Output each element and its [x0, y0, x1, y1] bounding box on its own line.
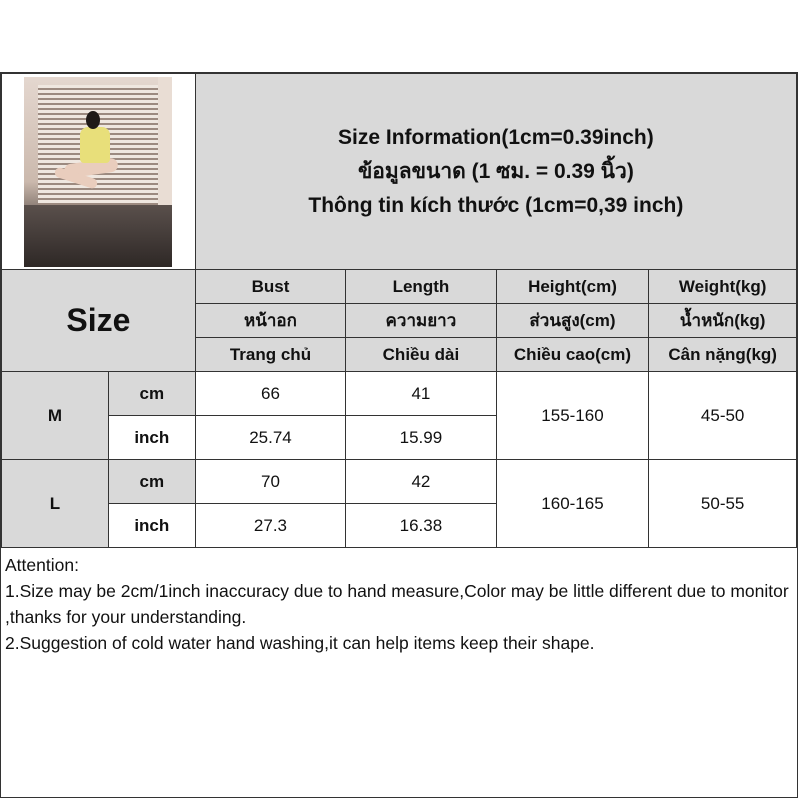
title-th: ข้อมูลขนาด (1 ซม. = 0.39 นิ้ว): [357, 159, 634, 183]
size-heading: Size: [66, 302, 131, 338]
header-length-th: ความยาว: [346, 304, 496, 338]
attention-notes: [5, 552, 795, 656]
size-m-bust-inch: 25.74: [195, 416, 345, 460]
size-l-bust-inch: 27.3: [195, 504, 345, 548]
size-m-bust-cm: 66: [195, 372, 345, 416]
header-height-vi: Chiều cao(cm): [496, 338, 649, 372]
size-l-length-cm: 42: [346, 460, 496, 504]
header-height-en: Height(cm): [496, 270, 649, 304]
header-bust-th: หน้าอก: [195, 304, 345, 338]
header-length-vi: Chiều dài: [346, 338, 496, 372]
size-l-unit-cm: cm: [108, 460, 195, 504]
product-photo: [24, 77, 172, 267]
header-length-en: Length: [346, 270, 496, 304]
header-weight-th: น้ำหนัก(kg): [649, 304, 797, 338]
size-l-bust-cm: 70: [195, 460, 345, 504]
size-l-height: 160-165: [496, 460, 649, 548]
size-l-label: L: [2, 460, 109, 548]
header-bust-vi: Trang chủ: [195, 338, 345, 372]
title-en: Size Information(1cm=0.39inch): [338, 125, 654, 149]
notes-line-2: 2.Suggestion of cold water hand washing,it can help items keep their shape.: [5, 633, 595, 653]
size-l-weight: 50-55: [649, 460, 797, 548]
size-m-length-cm: 41: [346, 372, 496, 416]
size-heading-cell: [2, 270, 196, 372]
size-m-length-inch: 15.99: [346, 416, 496, 460]
size-m-label: M: [2, 372, 109, 460]
size-chart-sheet: [0, 72, 798, 798]
product-photo-cell: [2, 74, 196, 270]
header-height-th: ส่วนสูง(cm): [496, 304, 649, 338]
size-chart-table: [1, 73, 797, 548]
size-m-weight: 45-50: [649, 372, 797, 460]
notes-line-1: 1.Size may be 2cm/1inch inaccuracy due to hand measure,Color may be little different due to monitor ,thanks for your understanding.: [5, 581, 789, 627]
model-head: [86, 111, 100, 129]
size-m-unit-inch: inch: [108, 416, 195, 460]
size-m-unit-cm: cm: [108, 372, 195, 416]
size-info-header: [195, 74, 796, 270]
header-weight-vi: Cân nặng(kg): [649, 338, 797, 372]
header-bust-en: Bust: [195, 270, 345, 304]
title-vi: Thông tin kích thước (1cm=0,39 inch): [308, 193, 684, 217]
size-m-height: 155-160: [496, 372, 649, 460]
header-weight-en: Weight(kg): [649, 270, 797, 304]
size-l-length-inch: 16.38: [346, 504, 496, 548]
model-top: [80, 127, 110, 163]
notes-heading: Attention:: [5, 555, 79, 575]
size-l-unit-inch: inch: [108, 504, 195, 548]
sofa: [24, 205, 172, 267]
